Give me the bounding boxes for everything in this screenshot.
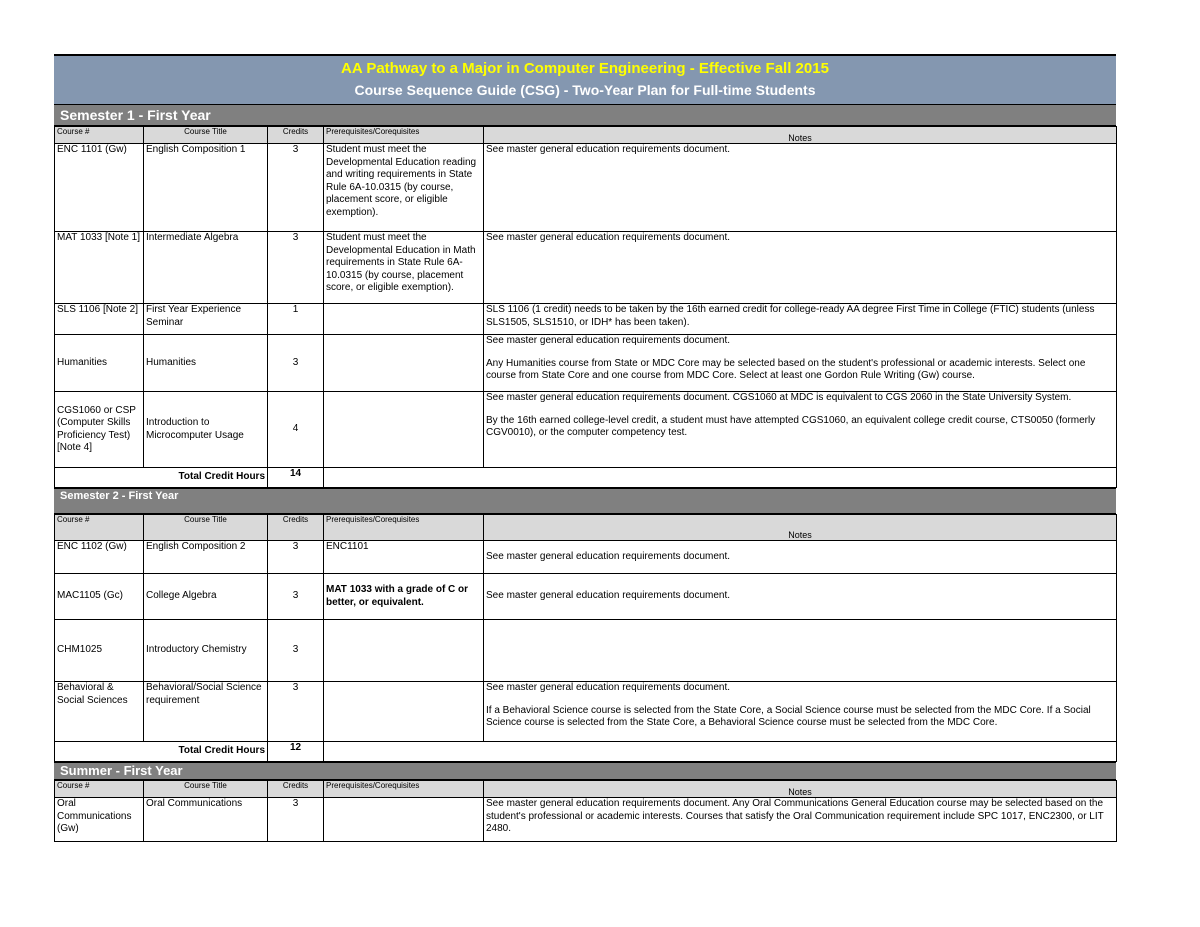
total-credits: 14 <box>268 468 324 488</box>
col-prereq: Prerequisites/Corequisites <box>324 781 484 798</box>
total-row <box>55 468 1117 488</box>
col-prereq: Prerequisites/Corequisites <box>324 515 484 541</box>
course-credits: 1 <box>268 304 324 335</box>
course-title: Humanities <box>144 335 268 392</box>
course-notes: See master general education requirements document. <box>484 144 1117 232</box>
col-course: Course # <box>55 781 144 798</box>
table-row <box>55 392 1117 468</box>
table-row <box>55 620 1117 682</box>
course-prereq: Student must meet the Developmental Education in Math requirements in State Rule 6A-10.0315 (by course, placement score, or eligible exemption). <box>324 232 484 304</box>
course-number: Oral Communications (Gw) <box>55 798 144 842</box>
course-number: MAC1105 (Gc) <box>55 574 144 620</box>
course-prereq: MAT 1033 with a grade of C or better, or equivalent. <box>324 574 484 620</box>
col-course: Course # <box>55 515 144 541</box>
course-number: CGS1060 or CSP (Computer Skills Proficiency Test) [Note 4] <box>55 392 144 468</box>
table-row <box>55 574 1117 620</box>
col-notes: Notes <box>484 781 1117 798</box>
course-credits: 3 <box>268 798 324 842</box>
course-credits: 4 <box>268 392 324 468</box>
course-notes: SLS 1106 (1 credit) needs to be taken by the 16th earned credit for college-ready AA degree First Time in College (FTIC) students (unless SLS1505, SLS1510, or IDH* has been taken). <box>484 304 1117 335</box>
title-banner <box>54 54 1116 104</box>
course-title: First Year Experience Seminar <box>144 304 268 335</box>
col-course: Course # <box>55 127 144 144</box>
course-number: SLS 1106 [Note 2] <box>55 304 144 335</box>
course-notes: See master general education requirements document. Any Oral Communications General Education course may be selected based on the student's professional or academic interests. Courses that satisfy the Oral Communication requirement include SPC 1017, ENC2300, or LIT 2480. <box>484 798 1117 842</box>
col-credits: Credits <box>268 127 324 144</box>
course-title: Introductory Chemistry <box>144 620 268 682</box>
table-row <box>55 232 1117 304</box>
col-title: Course Title <box>144 127 268 144</box>
course-prereq <box>324 392 484 468</box>
page-subtitle: Course Sequence Guide (CSG) - Two-Year Plan for Full-time Students <box>354 82 816 98</box>
table-row <box>55 541 1117 574</box>
summer-heading: Summer - First Year <box>54 762 1116 780</box>
course-number: ENC 1101 (Gw) <box>55 144 144 232</box>
table-header-row <box>55 781 1117 798</box>
course-sequence-sheet <box>54 54 1116 842</box>
course-title: English Composition 1 <box>144 144 268 232</box>
course-notes: See master general education requirements document. <box>484 574 1117 620</box>
course-credits: 3 <box>268 620 324 682</box>
course-number: ENC 1102 (Gw) <box>55 541 144 574</box>
course-prereq: Student must meet the Developmental Education reading and writing requirements in State Rule 6A-10.0315 (by course, placement score, or eligible exemption). <box>324 144 484 232</box>
course-prereq <box>324 304 484 335</box>
page-title: AA Pathway to a Major in Computer Engineering - Effective Fall 2015 <box>341 60 829 77</box>
total-credits: 12 <box>268 742 324 762</box>
table-row <box>55 144 1117 232</box>
course-credits: 3 <box>268 335 324 392</box>
table-header-row <box>55 515 1117 541</box>
col-credits: Credits <box>268 515 324 541</box>
course-prereq <box>324 798 484 842</box>
course-title: English Composition 2 <box>144 541 268 574</box>
semester-1-heading: Semester 1 - First Year <box>54 104 1116 126</box>
total-row <box>55 742 1117 762</box>
table-row <box>55 304 1117 335</box>
course-number: CHM1025 <box>55 620 144 682</box>
semester-2-heading: Semester 2 - First Year <box>54 488 1116 514</box>
table-row <box>55 335 1117 392</box>
course-number: MAT 1033 [Note 1] <box>55 232 144 304</box>
course-prereq: ENC1101 <box>324 541 484 574</box>
course-notes <box>484 620 1117 682</box>
table-header-row <box>55 127 1117 144</box>
course-credits: 3 <box>268 682 324 742</box>
col-notes: Notes <box>484 127 1117 144</box>
course-prereq <box>324 335 484 392</box>
course-prereq <box>324 620 484 682</box>
summer-table <box>54 780 1117 842</box>
course-notes: See master general education requirements document. CGS1060 at MDC is equivalent to CGS 2060 in the State University System. By the 16th earned college-level credit, a student must have attempted CGS1060, an equivalent college credit course, CTS0050 (formerly CGV0010), or the computer competency test. <box>484 392 1117 468</box>
course-notes: See master general education requirements document. <box>484 232 1117 304</box>
course-title: Behavioral/Social Science requirement <box>144 682 268 742</box>
semester-2-table <box>54 514 1117 762</box>
semester-1-table <box>54 126 1117 488</box>
col-title: Course Title <box>144 515 268 541</box>
col-credits: Credits <box>268 781 324 798</box>
course-notes: See master general education requirements document. Any Humanities course from State or MDC Core may be selected based on the student's professional or academic interests. Select one course from State Core and one course from MDC Core. Select at least one Gordon Rule Writing (Gw) course. <box>484 335 1117 392</box>
total-label: Total Credit Hours <box>144 468 268 488</box>
course-title: College Algebra <box>144 574 268 620</box>
col-prereq: Prerequisites/Corequisites <box>324 127 484 144</box>
course-credits: 3 <box>268 574 324 620</box>
total-label: Total Credit Hours <box>144 742 268 762</box>
table-row <box>55 798 1117 842</box>
course-credits: 3 <box>268 232 324 304</box>
course-notes: See master general education requirements document. <box>484 541 1117 574</box>
course-title: Intermediate Algebra <box>144 232 268 304</box>
course-title: Oral Communications <box>144 798 268 842</box>
table-row <box>55 682 1117 742</box>
course-prereq <box>324 682 484 742</box>
course-number: Humanities <box>55 335 144 392</box>
course-title: Introduction to Microcomputer Usage <box>144 392 268 468</box>
course-credits: 3 <box>268 541 324 574</box>
col-title: Course Title <box>144 781 268 798</box>
course-number: Behavioral & Social Sciences <box>55 682 144 742</box>
col-notes: Notes <box>484 515 1117 541</box>
course-credits: 3 <box>268 144 324 232</box>
course-notes: See master general education requirements document. If a Behavioral Science course is selected from the State Core, a Social Science course must be selected from the MDC Core. If a Social Science course is selected from the State Core, a Behavioral Science course must be selected from the MDC Core. <box>484 682 1117 742</box>
